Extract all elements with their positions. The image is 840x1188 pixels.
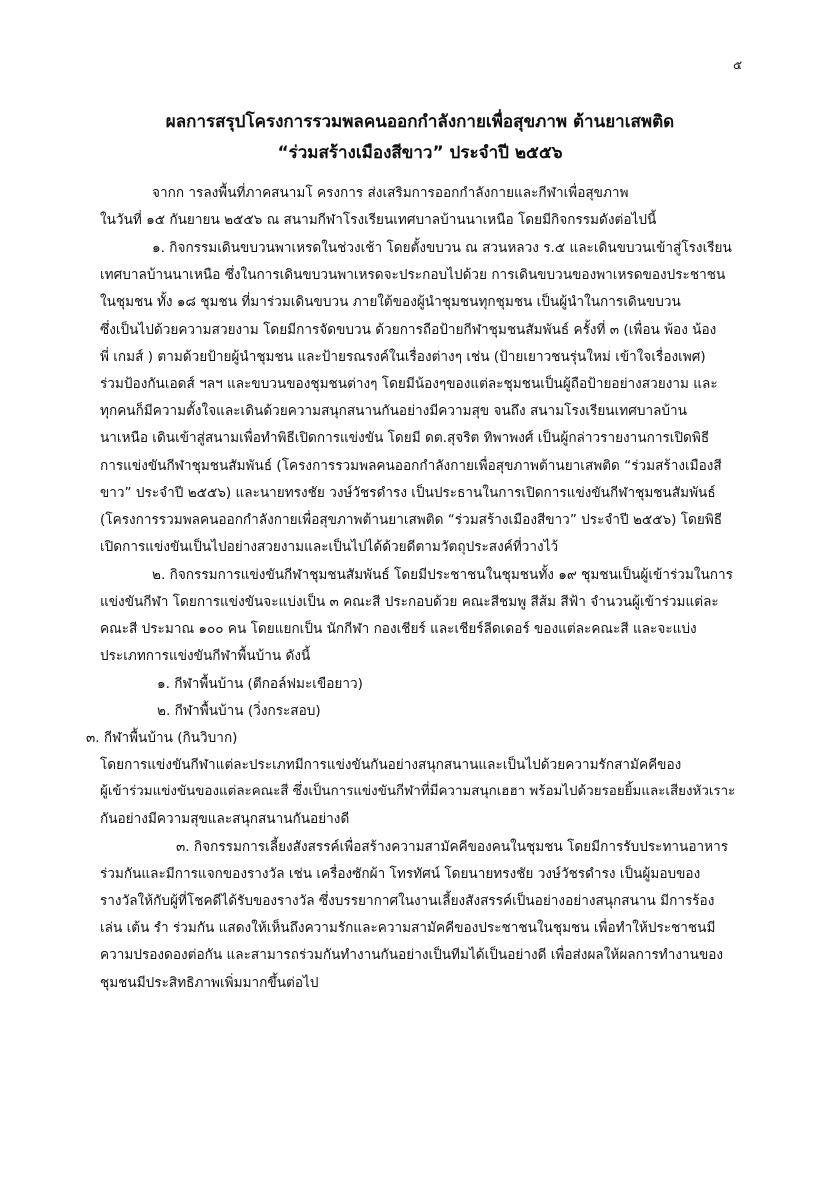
body-line: เล่น เต้น รำ ร่วมกัน แสดงให้เห็นถึงความรักและความสามัคคีของประชาชนในชุมชน เพื่อทำให้ประชาชนมี	[100, 920, 716, 936]
list-item: ๓. กีฬาพื้นบ้าน (กินวิบาก)	[86, 730, 238, 746]
body-line: ทุกคนก็มีความตั้งใจและเดินด้วยความสนุกสนานกันอย่างมีความสุข จนถึง สนามโรงเรียนเทศบาลบ้าน	[100, 403, 687, 419]
body-line: ชุมชนมีประสิทธิภาพเพิ่มมากขึ้นต่อไป	[100, 975, 319, 991]
body-line: กันอย่างมีความสุขและสนุกสนานกันอย่างดี	[100, 811, 350, 827]
body-line: นาเหนือ เดินเข้าสู่สนามเพื่อทำพิธีเปิดการแข่งขัน โดยมี ดต.สุจริต ทิพาพงศ์ เป็นผู้กล่าวรายงานการเปิดพิธี	[100, 430, 710, 446]
body-line: ขาว” ประจำปี ๒๕๕๖) และนายทรงชัย วงษ์วัชรดำรง เป็นประธานในการเปิดการแข่งขันกีฬาชุมชนสัมพันธ์	[100, 485, 716, 501]
body-line: ซึ่งเป็นไปด้วยความสวยงาม โดยมีการจัดขบวน ด้วยการถือป้ายกีฬาชุมชนสัมพันธ์ ครั้งที่ ๓ (เพื่อน พ้อง น้อง	[100, 322, 717, 338]
body-line: รางวัลให้กับผู้ที่โชคดีได้รับของรางวัล ซึ่งบรรยากาศในงานเลี้ยงสังสรรค์เป็นอย่างอย่างสนุกสนาน มีการร้อง	[100, 893, 715, 909]
body-line: ในชุมชน ทั้ง ๑๘ ชุมชน ที่มาร่วมเดินขบวน ภายใต้ของผู้นำชุมชนทุกชุมชน เป็นผู้นำในการเดินขบวน	[100, 294, 681, 310]
body-line: ประเภทการแข่งขันกีฬาพื้นบ้าน ดังนี้	[100, 648, 311, 664]
body-line: การแข่งขันกีฬาชุมชนสัมพันธ์ (โครงการรวมพลคนออกกำลังกายเพื่อสุขภาพต้านยาเสพติด “ร่วมสร้างเมืองสี	[100, 458, 722, 474]
body-line: ในวันที่ ๑๕ กันยายน ๒๕๕๖ ณ สนามกีฬาโรงเรียนเทศบาลบ้านนาเหนือ โดยมีกิจกรรมดังต่อไปนี้	[100, 212, 657, 228]
document-title-line-2: “ร่วมสร้างเมืองสีขาว” ประจำปี ๒๕๕๖	[277, 143, 563, 163]
body-line: เทศบาลบ้านนาเหนือ ซึ่งในการเดินขบวนพาเหรดจะประกอบไปด้วย การเดินขบวนของพาเหรดของประชาชน	[100, 267, 726, 283]
body-line: ๒. กิจกรรมการแข่งขันกีฬาชุมชนสัมพันธ์ โดยมีประชาชนในชุมชนทั้ง ๑๙ ชุมชนเป็นผู้เข้าร่วมในการ	[152, 567, 733, 583]
body-line: ๑. กิจกรรมเดินขบวนพาเหรดในช่วงเช้า โดยตั้งขบวน ณ สวนหลวง ร.๕ และเดินขบวนเข้าสู่โรงเรียน	[152, 240, 732, 256]
document-title-line-1: ผลการสรุปโครงการรวมพลคนออกกำลังกายเพื่อสุขภาพ ต้านยาเสพติด	[165, 112, 675, 132]
list-item: ๑. กีฬาพื้นบ้าน (ตีกอล์ฟมะเขือยาว)	[157, 676, 363, 692]
body-line: โดยการแข่งขันกีฬาแต่ละประเภทมีการแข่งขันกันอย่างสนุกสนานและเป็นไปด้วยความรักสามัคคีของ	[100, 757, 682, 773]
body-line: ๓. กิจกรรมการเลี้ยงสังสรรค์เพื่อสร้างความสามัคคีของคนในชุมชน โดยมีการรับประทานอาหาร	[176, 839, 729, 855]
body-line: ร่วมป้องกันเอดส์ ฯลฯ และขบวนของชุมชนต่างๆ โดยมีน้องๆของแต่ละชุมชนเป็นผู้ถือป้ายอย่างสวยงาม และ	[100, 376, 718, 392]
page-number: ๕	[733, 58, 743, 72]
body-line: ความปรองดองต่อกัน และสามารถร่วมกันทำงานกันอย่างเป็นทีมได้เป็นอย่างดี เพื่อส่งผลให้ผลการทำงานของ	[100, 947, 724, 963]
body-line: ร่วมกันและมีการแจกของรางวัล เช่น เครื่องซักผ้า โทรทัศน์ โดยนายทรงชัย วงษ์วัชรดำรง เป็นผู้มอบของ	[100, 866, 701, 882]
body-line: (โครงการรวมพลคนออกกำลังกายเพื่อสุขภาพต้านยาเสพติด “ร่วมสร้างเมืองสีขาว” ประจำปี ๒๕๕๖) โดยพิธี	[100, 512, 723, 528]
body-line: คณะสี ประมาณ ๑๐๐ คน โดยแยกเป็น นักกีฬา กองเชียร์ และเชียร์ลีดเดอร์ ของแต่ละคณะสี และจะแบ่ง	[100, 621, 697, 637]
body-line: แข่งขันกีฬา โดยการแข่งขันจะแบ่งเป็น ๓ คณะสี ประกอบด้วย คณะสีชมพู สีส้ม สีฟ้า จำนวนผู้เข้าร่วมแต่ละ	[100, 594, 719, 610]
body-line: พี่ เกมส์ ) ตามด้วยป้ายผู้นำชุมชน และป้ายรณรงค์ในเรื่องต่างๆ เช่น (ป้ายเยาวชนรุ่นใหม่ เข้าใจเรื่องเพศ)	[100, 349, 706, 365]
body-line: จากก ารลงพื้นที่ภาคสนามโ ครงการ ส่งเสริมการออกกำลังกายและกีฬาเพื่อสุขภาพ	[152, 185, 629, 201]
body-line: ผู้เข้าร่วมแข่งขันของแต่ละคณะสี ซึ่งเป็นการแข่งขันกีฬาที่มีความสนุกเฮฮา พร้อมไปด้วยรอยยิ้มและเสียงหัวเราะ	[100, 784, 736, 799]
list-item: ๒. กีฬาพื้นบ้าน (วิ่งกระสอบ)	[157, 703, 321, 719]
body-line: เปิดการแข่งขันเป็นไปอย่างสวยงามและเป็นไปได้ด้วยดีตามวัตถุประสงค์ที่วางไว้	[100, 539, 559, 555]
